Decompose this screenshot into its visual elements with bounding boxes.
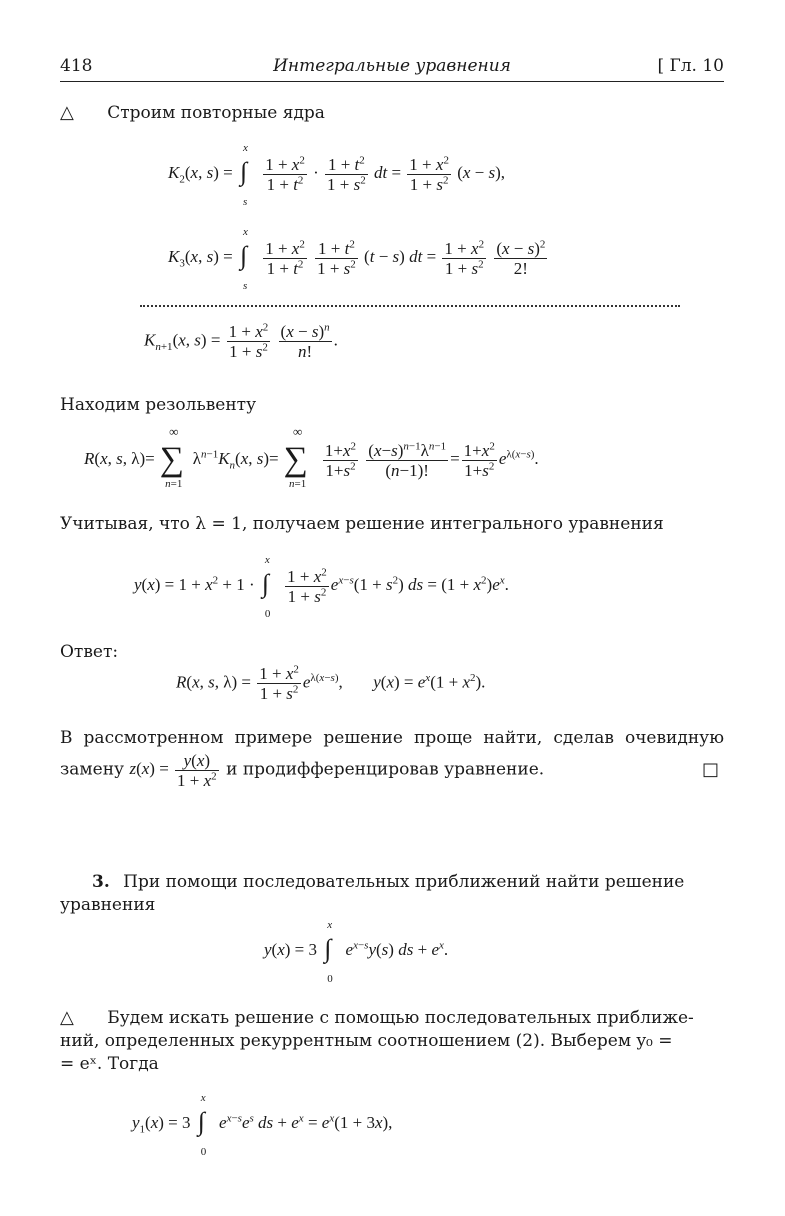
header-rule xyxy=(60,81,724,82)
remark-suffix: и продифференцировав уравнение. xyxy=(226,759,545,780)
running-header xyxy=(60,56,724,82)
problem-3-statement-1: При помощи последовательных приближений найти решение xyxy=(123,872,685,892)
formula-substitution: z(x) = $\frac{y(x)}{1 + x^2}$ xyxy=(129,751,217,790)
formula-k2: $K_2(x$, s) = x ∫ s $\frac{1 + x^2}{1 + t^2}$ · $\frac{1 + t^2}{1 + s^2}$ dt = $\frac{1 + x^2}{1 + s^2}$ (x − s), xyxy=(168,142,506,208)
problem-3-line-2: уравнения xyxy=(60,895,156,915)
qed-square-icon: □ xyxy=(702,759,720,780)
taking-into-account-text: Учитывая, что λ = 1, получаем решение интегрального уравнения xyxy=(60,514,664,534)
page-number: 418 xyxy=(60,56,93,76)
remark-line-1: В рассмотренном примере решение проще найти, сделав очевидную xyxy=(60,728,724,748)
formula-kn1: $K_{n+1}(x$, s) = $\frac{1 + x^2}{1 + s^2}$ $\frac{(x - s)^n}{n!}$ . xyxy=(144,321,338,361)
problem-3-solution-line-1 xyxy=(60,1008,694,1028)
formula-solution-y: $y(x) = 1 + x^2 + 1$ · x ∫ 0 $\frac{1 + x^2}{1 + s^2}$ $e^{x-s}(1 + s^2)$ ds = $(1 + x^2)e^x$. xyxy=(134,554,509,620)
formula-answer: R(x, s, λ) = $\frac{1 + x^2}{1 + s^2}$ $e^{\lambda(x-s)}$, $y(x) = e^x(1 + x^2)$. xyxy=(176,663,486,703)
page xyxy=(60,0,724,1216)
intro-text: Строим повторные ядра xyxy=(107,103,325,123)
chapter-label: [ Гл. 10 xyxy=(657,56,724,76)
dotted-separator xyxy=(140,305,680,307)
triangle-icon-2: △ xyxy=(60,1007,74,1028)
remark-line-2 xyxy=(60,751,544,790)
answer-label: Ответ: xyxy=(60,642,119,662)
find-resolvent-text: Находим резольвенту xyxy=(60,395,257,415)
solution-3-text-1: Будем искать решение с помощью последовательных приближе- xyxy=(107,1008,694,1028)
solution-start-line xyxy=(60,103,325,123)
problem-number: 3. xyxy=(92,872,110,892)
formula-problem-3: y(x) = 3 x ∫ 0 $e^{x-s}y(s)$ ds + $e^x$. xyxy=(264,919,449,985)
problem-3-solution-line-3: = eˣ. Тогда xyxy=(60,1054,159,1074)
problem-3-line-1 xyxy=(92,872,684,892)
remark-prefix: замену xyxy=(60,759,125,780)
running-title: Интегральные уравнения xyxy=(273,56,511,76)
formula-y1: $y_1(x) = 3$ x ∫ 0 $e^{x-s}e^s$ ds + $e^x = e^x(1 + 3x)$, xyxy=(132,1092,393,1158)
problem-3-solution-line-2: ний, определенных рекуррентным соотношением (2). Выберем y₀ = xyxy=(60,1031,673,1051)
formula-k3: $K_3(x$, s) = x ∫ s $\frac{1 + x^2}{1 + t^2}$ $\frac{1 + t^2}{1 + s^2}$ (t − s) dt = $\frac{1 + x^2}{1 + s^2}$ $\frac{(x - s)^2}{2!}$ xyxy=(168,226,546,292)
triangle-icon: △ xyxy=(60,102,74,123)
formula-resolvent: R(x, s, λ)= ∞ ∑ n=1 $\lambda^{n-1}K_n(x$, s)= ∞ ∑ n=1 $\frac{1+x^2}{1+s^2}$ $\frac{(x-s)^{n-1}\lambda^{n-1}}{(n-1)!}$ = $\frac{1+x^2}{1+s^2}$ $e^{\lambda(x-s)}$. xyxy=(84,424,539,490)
